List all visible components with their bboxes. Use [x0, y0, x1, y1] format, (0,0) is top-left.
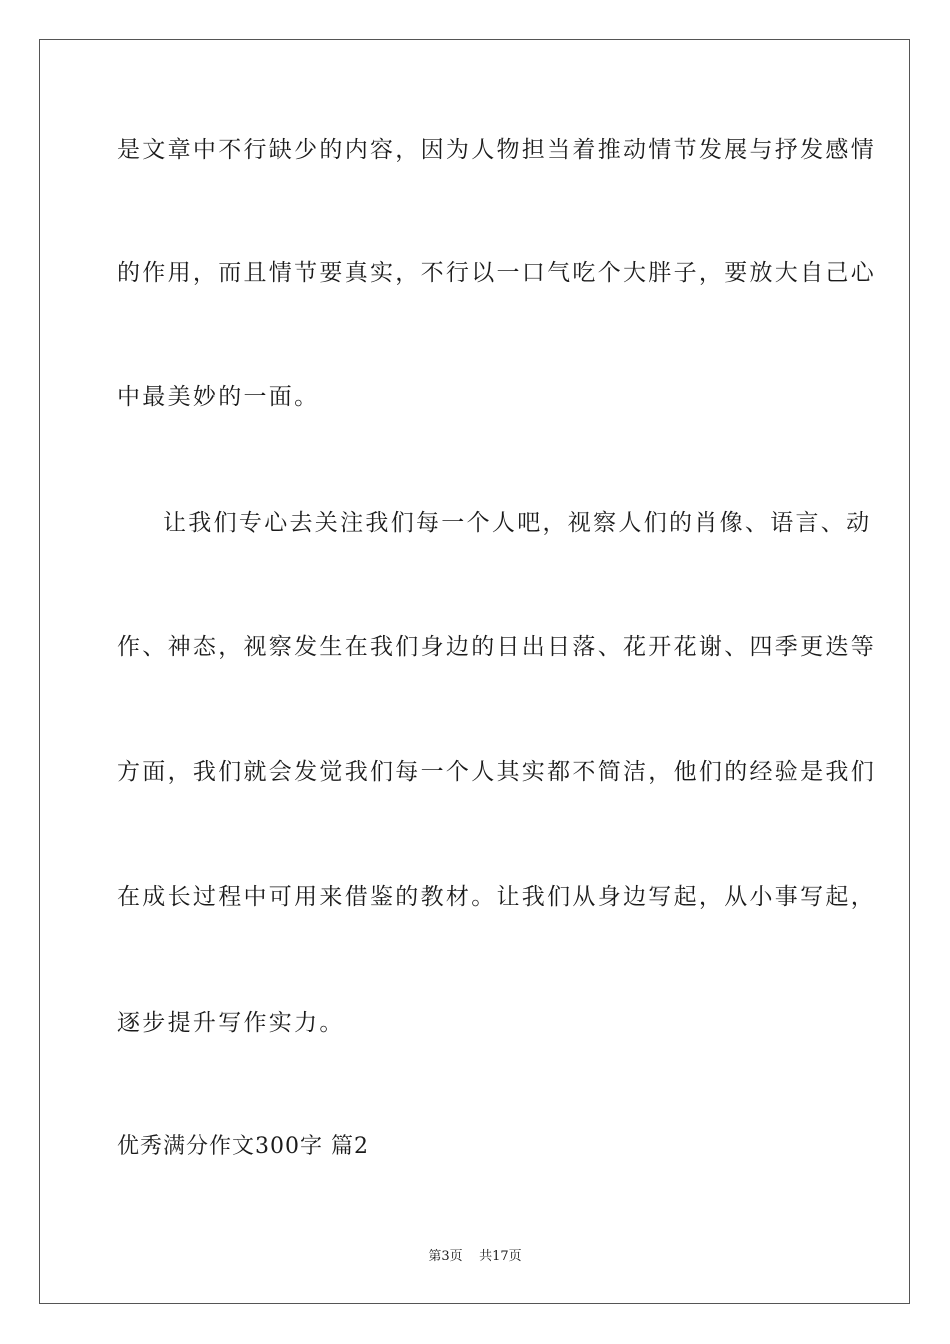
paragraph-line: 中最美妙的一面。	[117, 384, 320, 410]
paragraph-line: 作、神态，视察发生在我们身边的日出日落、花开花谢、四季更迭等	[117, 634, 876, 660]
section-heading: 优秀满分作文300字 篇2	[117, 1134, 369, 1159]
paragraph-line: 的作用，而且情节要真实，不行以一口气吃个大胖子，要放大自己心	[117, 260, 876, 286]
page-number-footer: 第3页 共17页	[428, 1249, 522, 1264]
paragraph-line: 方面，我们就会发觉我们每一个人其实都不简洁，他们的经验是我们	[117, 759, 876, 785]
paragraph-line: 让我们专心去关注我们每一个人吧，视察人们的肖像、语言、动	[163, 510, 872, 536]
paragraph-line: 是文章中不行缺少的内容，因为人物担当着推动情节发展与抒发感情	[117, 137, 876, 163]
paragraph-line: 逐步提升写作实力。	[117, 1010, 345, 1036]
page-border	[39, 39, 910, 1304]
paragraph-line: 在成长过程中可用来借鉴的教材。让我们从身边写起，从小事写起，	[117, 884, 876, 910]
